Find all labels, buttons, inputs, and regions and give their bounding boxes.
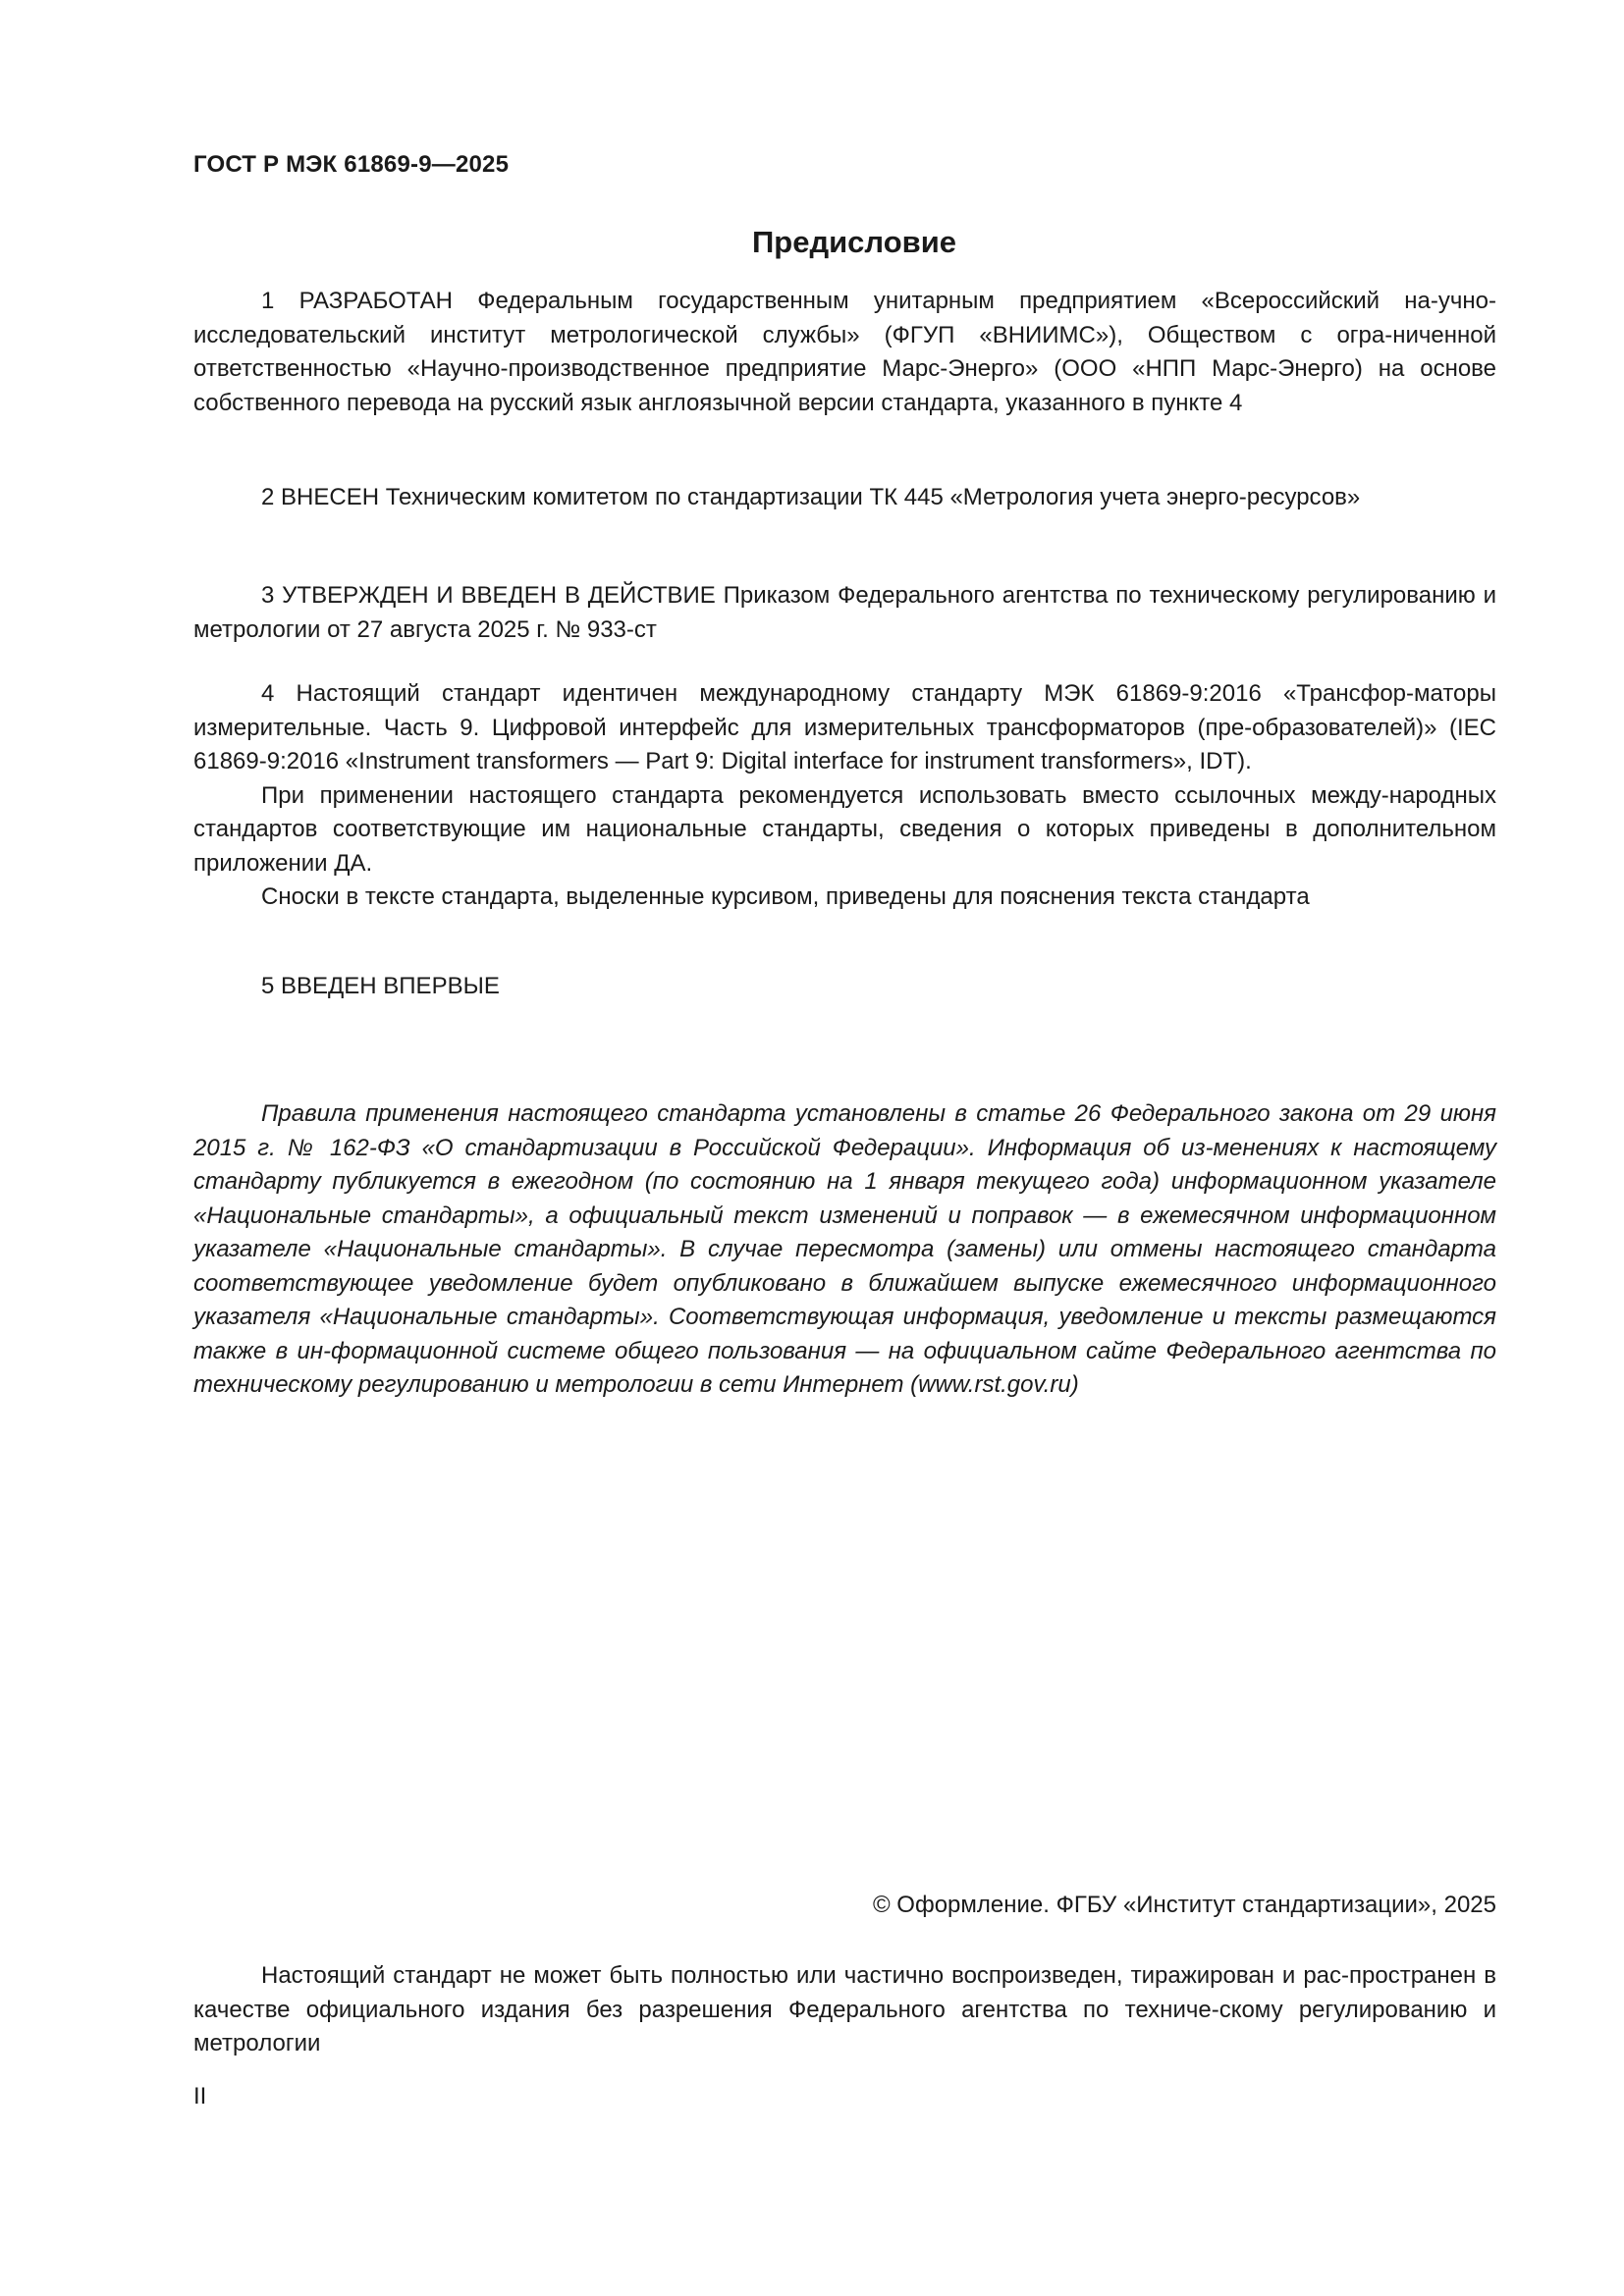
reproduction-notice: Настоящий стандарт не может быть полностью или частично воспроизведен, тиражирован и рас-пространен в качестве официального издания без разрешения Федерального агентства по техниче-скому регулированию и метрологии xyxy=(193,1962,1496,2056)
section-1-text: 1 РАЗРАБОТАН Федеральным государственным унитарным предприятием «Всероссийский на-учно-исследовательский институт метрологической службы» (ФГУП «ВНИИМС»), Обществом с огра-ниченной ответственностью «Научно-производственное предприятие Марс-Энерго» (ООО «НПП Марс-Энерго) на основе собственного перевода на русский язык англоязычной версии стандарта, указанного в пункте 4 xyxy=(193,288,1496,416)
section-3-text: 3 УТВЕРЖДЕН И ВВЕДЕН В ДЕЙСТВИЕ Приказом Федерального агентства по техническому регулированию и метрологии от 27 августа 2025 г. № 933-ст xyxy=(193,582,1496,643)
rules-notice: Правила применения настоящего стандарта установлены в статье 26 Федерального закона от 29 июня 2015 г. № 162-ФЗ «О стандартизации в Российской Федерации». Информация об из-менениях к настоящему стандарту публикуется в ежегодном (по состоянию на 1 января текущего года) информационном указателе «Национальные стандарты», а официальный текст изменений и поправок — в ежемесячном информационном указателе «Национальные стандарты». В случае пересмотра (замены) или отмены настоящего стандарта соответствующее уведомление будет опубликовано в ближайшем выпуске ежемесячного информационного указателя «Национальные стандарты». Соответствующая информация, уведомление и тексты размещаются также в ин-формационной системе общего пользования — на официальном сайте Федерального агентства по техническому регулированию и метрологии в сети Интернет (www.rst.gov.ru) xyxy=(193,1100,1496,1398)
section-1 xyxy=(193,285,1496,420)
section-4-paragraph-3: Сноски в тексте стандарта, выделенные курсивом, приведены для пояснения текста стандарта xyxy=(261,883,1310,910)
copyright-line: © Оформление. ФГБУ «Институт стандартизации», 2025 xyxy=(872,1892,1496,1918)
page-number: II xyxy=(193,2083,207,2109)
section-4-paragraph-2: При применении настоящего стандарта рекомендуется использовать вместо ссылочных между-народных стандартов соответствующие им национальные стандарты, сведения о которых приведены в дополнительном приложении ДА. xyxy=(193,781,1496,877)
section-5 xyxy=(193,970,1496,1004)
section-5-text: 5 ВВЕДЕН ВПЕРВЫЕ xyxy=(261,973,500,999)
section-2 xyxy=(193,481,1496,515)
document-code-header: ГОСТ Р МЭК 61869-9—2025 xyxy=(193,151,510,178)
section-4 xyxy=(193,677,1496,915)
page-title: Предисловие xyxy=(751,225,956,259)
section-4-paragraph-1: 4 Настоящий стандарт идентичен международному стандарту МЭК 61869-9:2016 «Трансфор-маторы измерительные. Часть 9. Цифровой интерфейс для измерительных трансформаторов (пре-образователей)» (IEC 61869-9:2016 «Instrument transformers — Part 9: Digital interface for instrument transformers», IDT). xyxy=(193,680,1496,774)
section-3 xyxy=(193,579,1496,647)
section-2-text: 2 ВНЕСЕН Техническим комитетом по стандартизации ТК 445 «Метрология учета энерго-ресурсов» xyxy=(261,484,1361,510)
